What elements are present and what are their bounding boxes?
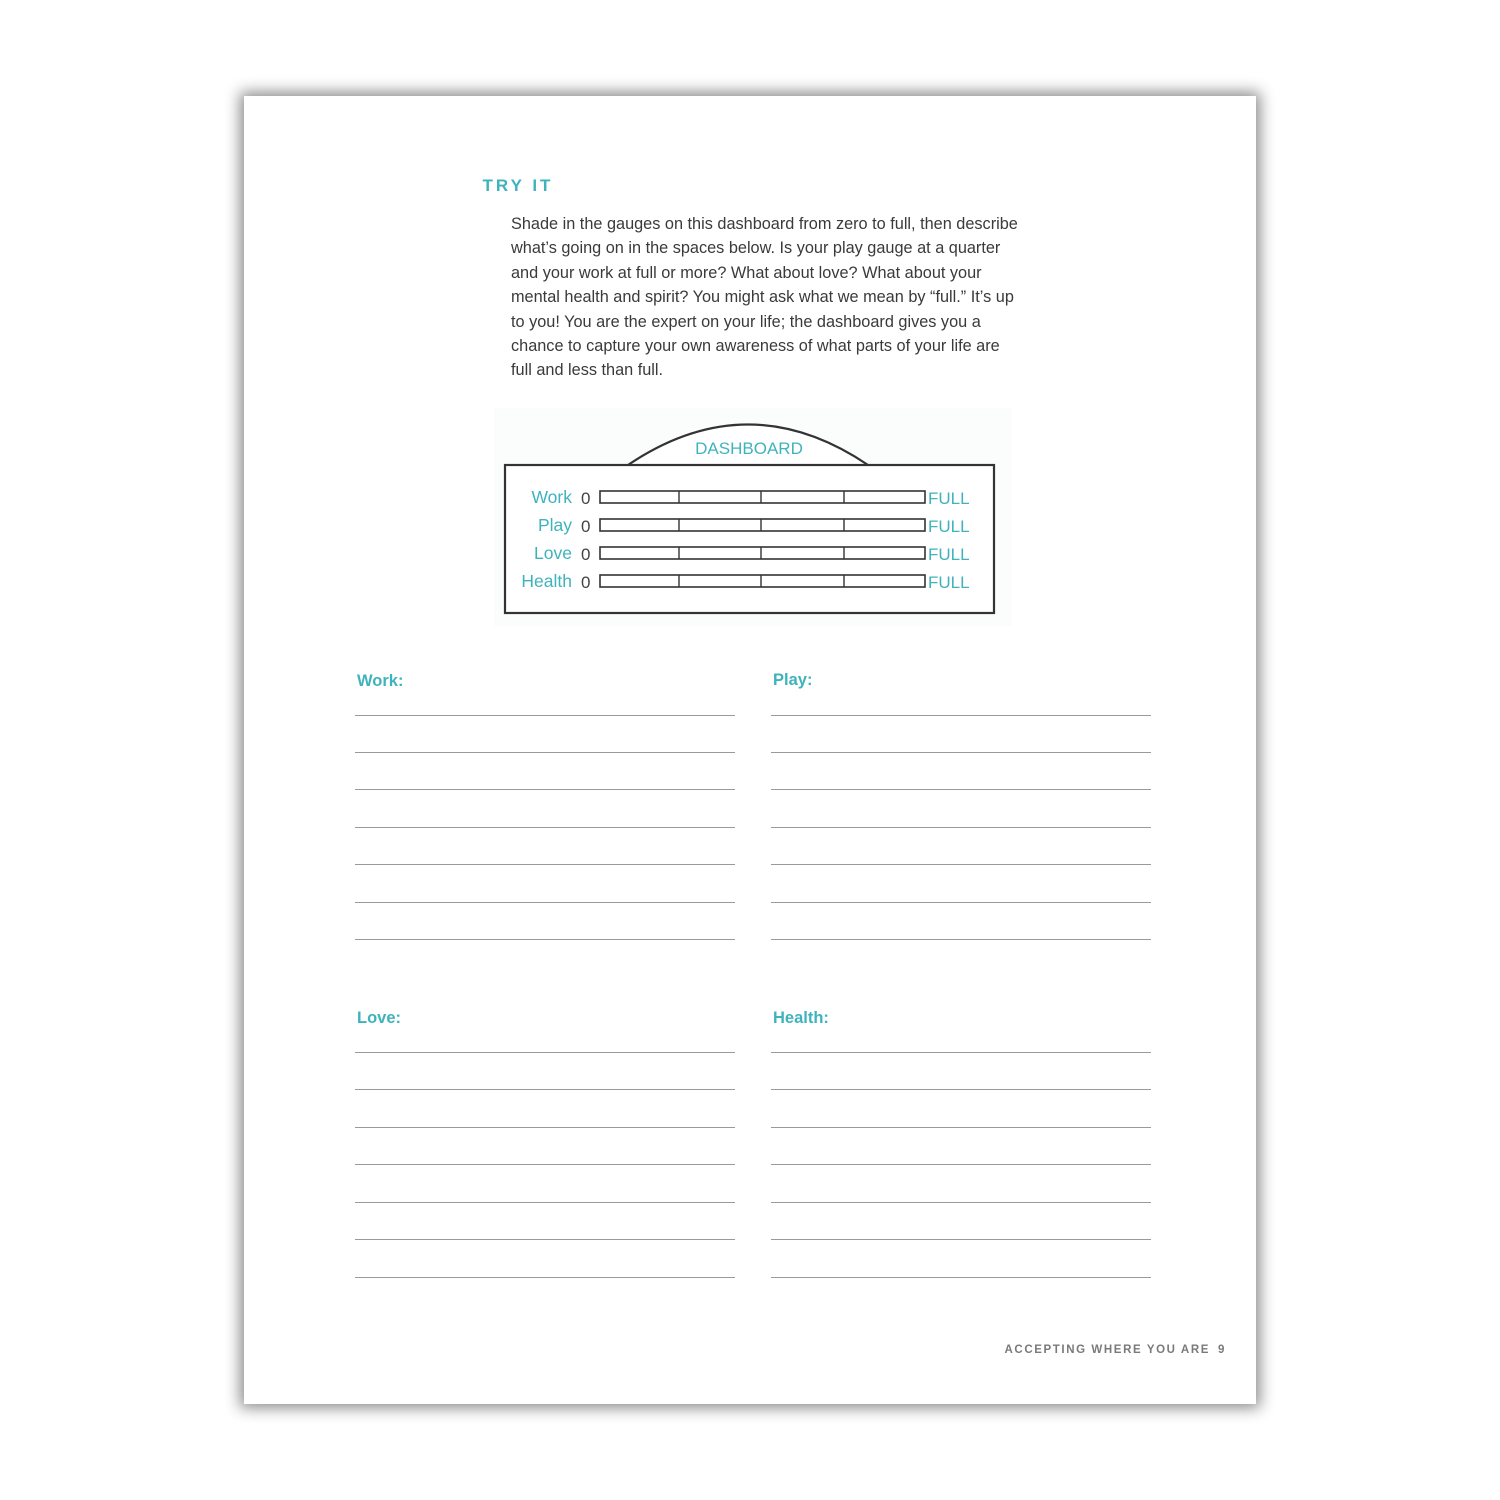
love-section: [355, 1009, 735, 1281]
gauge-full: FULL: [928, 517, 970, 536]
writing-line[interactable]: [771, 902, 1151, 903]
gauge-zero: 0: [581, 489, 591, 508]
writing-line[interactable]: [771, 939, 1151, 940]
gauge-label: Play: [537, 515, 572, 535]
writing-line[interactable]: [771, 1052, 1151, 1053]
writing-line[interactable]: [355, 1052, 735, 1053]
writing-line[interactable]: [771, 827, 1151, 828]
gauge-bar[interactable]: [600, 491, 925, 503]
gauge-zero: 0: [581, 545, 591, 564]
love-label: Love:: [357, 1009, 402, 1027]
dashboard-panel: [505, 465, 994, 613]
page-number: 9: [1218, 1344, 1226, 1356]
writing-line[interactable]: [771, 1127, 1151, 1128]
writing-line[interactable]: [355, 789, 735, 790]
writing-line[interactable]: [355, 1239, 735, 1240]
writing-line[interactable]: [355, 715, 735, 716]
section-title: TRY IT: [482, 176, 554, 195]
play-section: [771, 671, 1151, 943]
gauge-label: Health: [521, 571, 572, 591]
writing-line[interactable]: [771, 1089, 1151, 1090]
writing-line[interactable]: [355, 1202, 735, 1203]
writing-line[interactable]: [771, 1239, 1151, 1240]
writing-line[interactable]: [771, 1164, 1151, 1165]
gauge-label: Work: [531, 487, 572, 507]
health-label: Health:: [773, 1009, 829, 1027]
gauge-full: FULL: [928, 545, 970, 564]
gauge-full: FULL: [928, 573, 970, 592]
writing-line[interactable]: [771, 715, 1151, 716]
writing-line[interactable]: [771, 864, 1151, 865]
gauge-label: Love: [534, 543, 572, 563]
writing-line[interactable]: [355, 939, 735, 940]
dashboard-illustration: [494, 408, 1012, 626]
work-section: [355, 672, 735, 944]
writing-line[interactable]: [771, 1277, 1151, 1278]
gauge-zero: 0: [581, 517, 591, 536]
gauge-bar[interactable]: [600, 519, 925, 531]
writing-line[interactable]: [355, 1277, 735, 1278]
writing-line[interactable]: [355, 864, 735, 865]
gauge-zero: 0: [581, 573, 591, 592]
writing-line[interactable]: [355, 902, 735, 903]
dashboard-title: DASHBOARD: [695, 439, 803, 458]
play-label: Play:: [773, 671, 813, 689]
chapter-title: ACCEPTING WHERE YOU ARE: [1004, 1344, 1210, 1356]
writing-line[interactable]: [771, 789, 1151, 790]
instructions-paragraph: Shade in the gauges on this dashboard from zero to full, then describe what’s going on in the spaces below. Is your play gauge at a quarter and your work at full or more? What about love? What about your mental health and spirit? You might ask what we mean by “full.” It’s up to you! You are the expert on your life; the dashboard gives you a chance to capture your own awareness of what parts of your life are full and less than full.: [511, 215, 1018, 380]
writing-line[interactable]: [355, 1164, 735, 1165]
page-footer: [1005, 1344, 1226, 1356]
writing-line[interactable]: [355, 827, 735, 828]
dashboard-figure: [494, 408, 1012, 626]
gauge-full: FULL: [928, 489, 970, 508]
writing-line[interactable]: [355, 1089, 735, 1090]
work-label: Work:: [357, 672, 404, 690]
writing-line[interactable]: [771, 752, 1151, 753]
writing-line[interactable]: [355, 1127, 735, 1128]
writing-line[interactable]: [771, 1202, 1151, 1203]
writing-line[interactable]: [355, 752, 735, 753]
health-section: [771, 1009, 1151, 1281]
gauge-bar[interactable]: [600, 575, 925, 587]
gauge-bar[interactable]: [600, 547, 925, 559]
